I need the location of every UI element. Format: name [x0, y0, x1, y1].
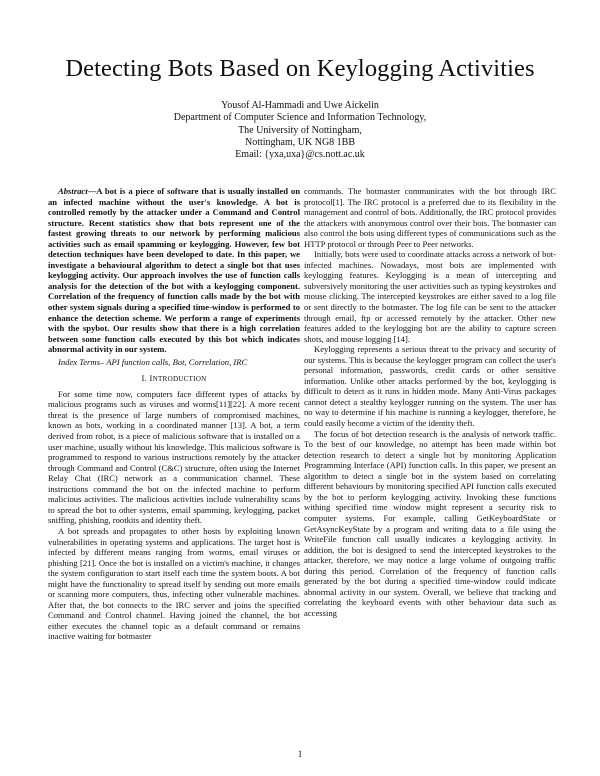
- page-number: 1: [297, 749, 303, 759]
- author-email: Email: {yxa,uxa}@cs.nott.ac.uk: [235, 149, 365, 161]
- intro-paragraph-2: A bot spreads and propagates to other hosts by exploiting known vulnerabilities in operating systems and applications. The target host is infected by different means ranging from worms, email viruses or phishing [21]. Once the bot is installed on a victim's machine, it changes the system configuration to start itself each time the system boots. A bot might have the functionality to spread itself by sending out more emails or scanning more computers, thus, infecting other vulnerable machines. After that, the bot connects to the IRC server and joins the specified Command and Control channel. Having joined the channel, the bot either executes the channel topic as a default command or remains inactive waiting for botmaster: [48, 525, 300, 642]
- right-column: [304, 186, 556, 618]
- right-paragraph-3: Keylogging represents a serious threat to the privacy and security of our systems. This is because the keylogger program can collect the user's personal information, passwords, credit cards or other sensitive information. Unlike other attacks performed by the bot, keylogging is difficult to detect as it runs in hidden mode. Many Anti-Virus packages cannot detect a stealthy keylogger running on the system. The user has no way to determine if his machine is running a keylogger, therefore, he could easily become a victim of the identity theft.: [304, 344, 556, 429]
- intro-paragraph-1: For some time now, computers face different types of attacks by malicious programs such as viruses and worms[11][22]. A more recent threat is the presence of large numbers of compromised machines, known as bots, working in a coordinated manner [13]. A bot, a term derived from robot, is a piece of malicious software that is installed on a user machine, usually without his knowledge. This malicious software is programmed to respond to various instructions remotely by the attacker through Command and Control (C&C) structure, often using the Internet Relay Chat (IRC) network as a communication channel. These instructions command the bot on the infected machine to perform malicious activities. The malicious activities include vulnerability scans to spread the bot to other systems, email spamming, keylogging, packet sniffing, phishing, rootkits and identity theft.: [48, 388, 300, 526]
- abstract: [48, 186, 300, 355]
- left-column: [48, 186, 300, 642]
- paper-title: Detecting Bots Based on Keylogging Activities: [65, 55, 535, 82]
- author-names: Yousof Al-Hammadi and Uwe Aickelin: [221, 100, 379, 111]
- abstract-label: Abstract: [58, 186, 88, 196]
- author-university: The University of Nottingham,: [238, 124, 362, 136]
- right-paragraph-2: Initially, bots were used to coordinate attacks across a network of bot-infected machines. Nowadays, most bots are implemented with keylogging features. Keylogging is a mean of intercepting and subversively monitoring the user activities such as typing keystrokes and mouse clicking. The intercepted keystrokes are either saved to a log file or sent directly to the botmaster. The log file can be sent to the attacker through email, ftp or accessed remotely by the attacker. Other new features added to the keylogging bot are the ability to capture screen shots, and mouse logging [14].: [304, 249, 556, 344]
- abstract-text: —A bot is a piece of software that is usually installed on an infected machine without the user's knowledge. A bot is controlled remotly by the attacker under a Command and Control structure. Recent statistics show that bots represent one of the fastest growing threats to our network by performing malicious activities such as email spamming or keylogging. However, few bot detection techniques have been developed to date. In this paper, we investigate a behavioural algorithm to detect a single bot that uses keylogging activity. Our approach involves the use of function calls analysis for the detection of the bot with a keylogging component. Correlation of the frequency of function calls made by the bot with other system signals during a specified time-window is performed to enhance the detection scheme. We perform a range of experiments with the spybot. Our results show that there is a high correlation between some function calls executed by this bot which indicates abnormal activity in our system.: [48, 186, 300, 355]
- right-paragraph-4: The focus of bot detection research is the analysis of network traffic. To the best of our knowledge, no attempt has been made within bot detection research to detect a single bot by monitoring Application Programming Interface (API) function calls. In this paper, we present an algorithm to detect a single bot in the system based on correlating different behaviours by monitoring specified API function calls executed by the bot to perform keylogging activity. Invoking these functions withing specified time window might represent a security risk to computer systems. For example, calling GetKeyboardState or GetAsyncKeyState by a program and writing data to a file using the WriteFile function call usually indicates a keylogging activity. In addition, the bot is designed to send the intercepted keystrokes to the attacker, therefore, we may notice a large volume of outgoing traffic during this period. Correlation of the frequency of function calls generated by the bot during a specified time-window could indicate abnormal activity in our system. Overall, we believe that tracking and correlating the keyboard events with other behaviour data such as accessing: [304, 428, 556, 618]
- index-terms: Index Terms– API function calls, Bot, Correlation, IRC: [58, 356, 248, 367]
- author-city: Nottingham, UK NG8 1BB: [245, 136, 355, 148]
- section-heading-introduction: I. INTRODUCTION: [141, 373, 207, 384]
- author-block: [100, 100, 500, 161]
- right-paragraph-1: commands. The botmaster communicates with the bot through IRC protocol[1]. The IRC protocol is a preferred due to its flexibility in the management and control of bots. Additionally, the IRC protocol provides the attackers with anonymous control over their bots. The botmaster can also control the bots using different types of communications such as the HTTP protocol or through Peer to Peer networks.: [304, 186, 556, 249]
- author-department: Department of Computer Science and Information Technology,: [173, 112, 427, 124]
